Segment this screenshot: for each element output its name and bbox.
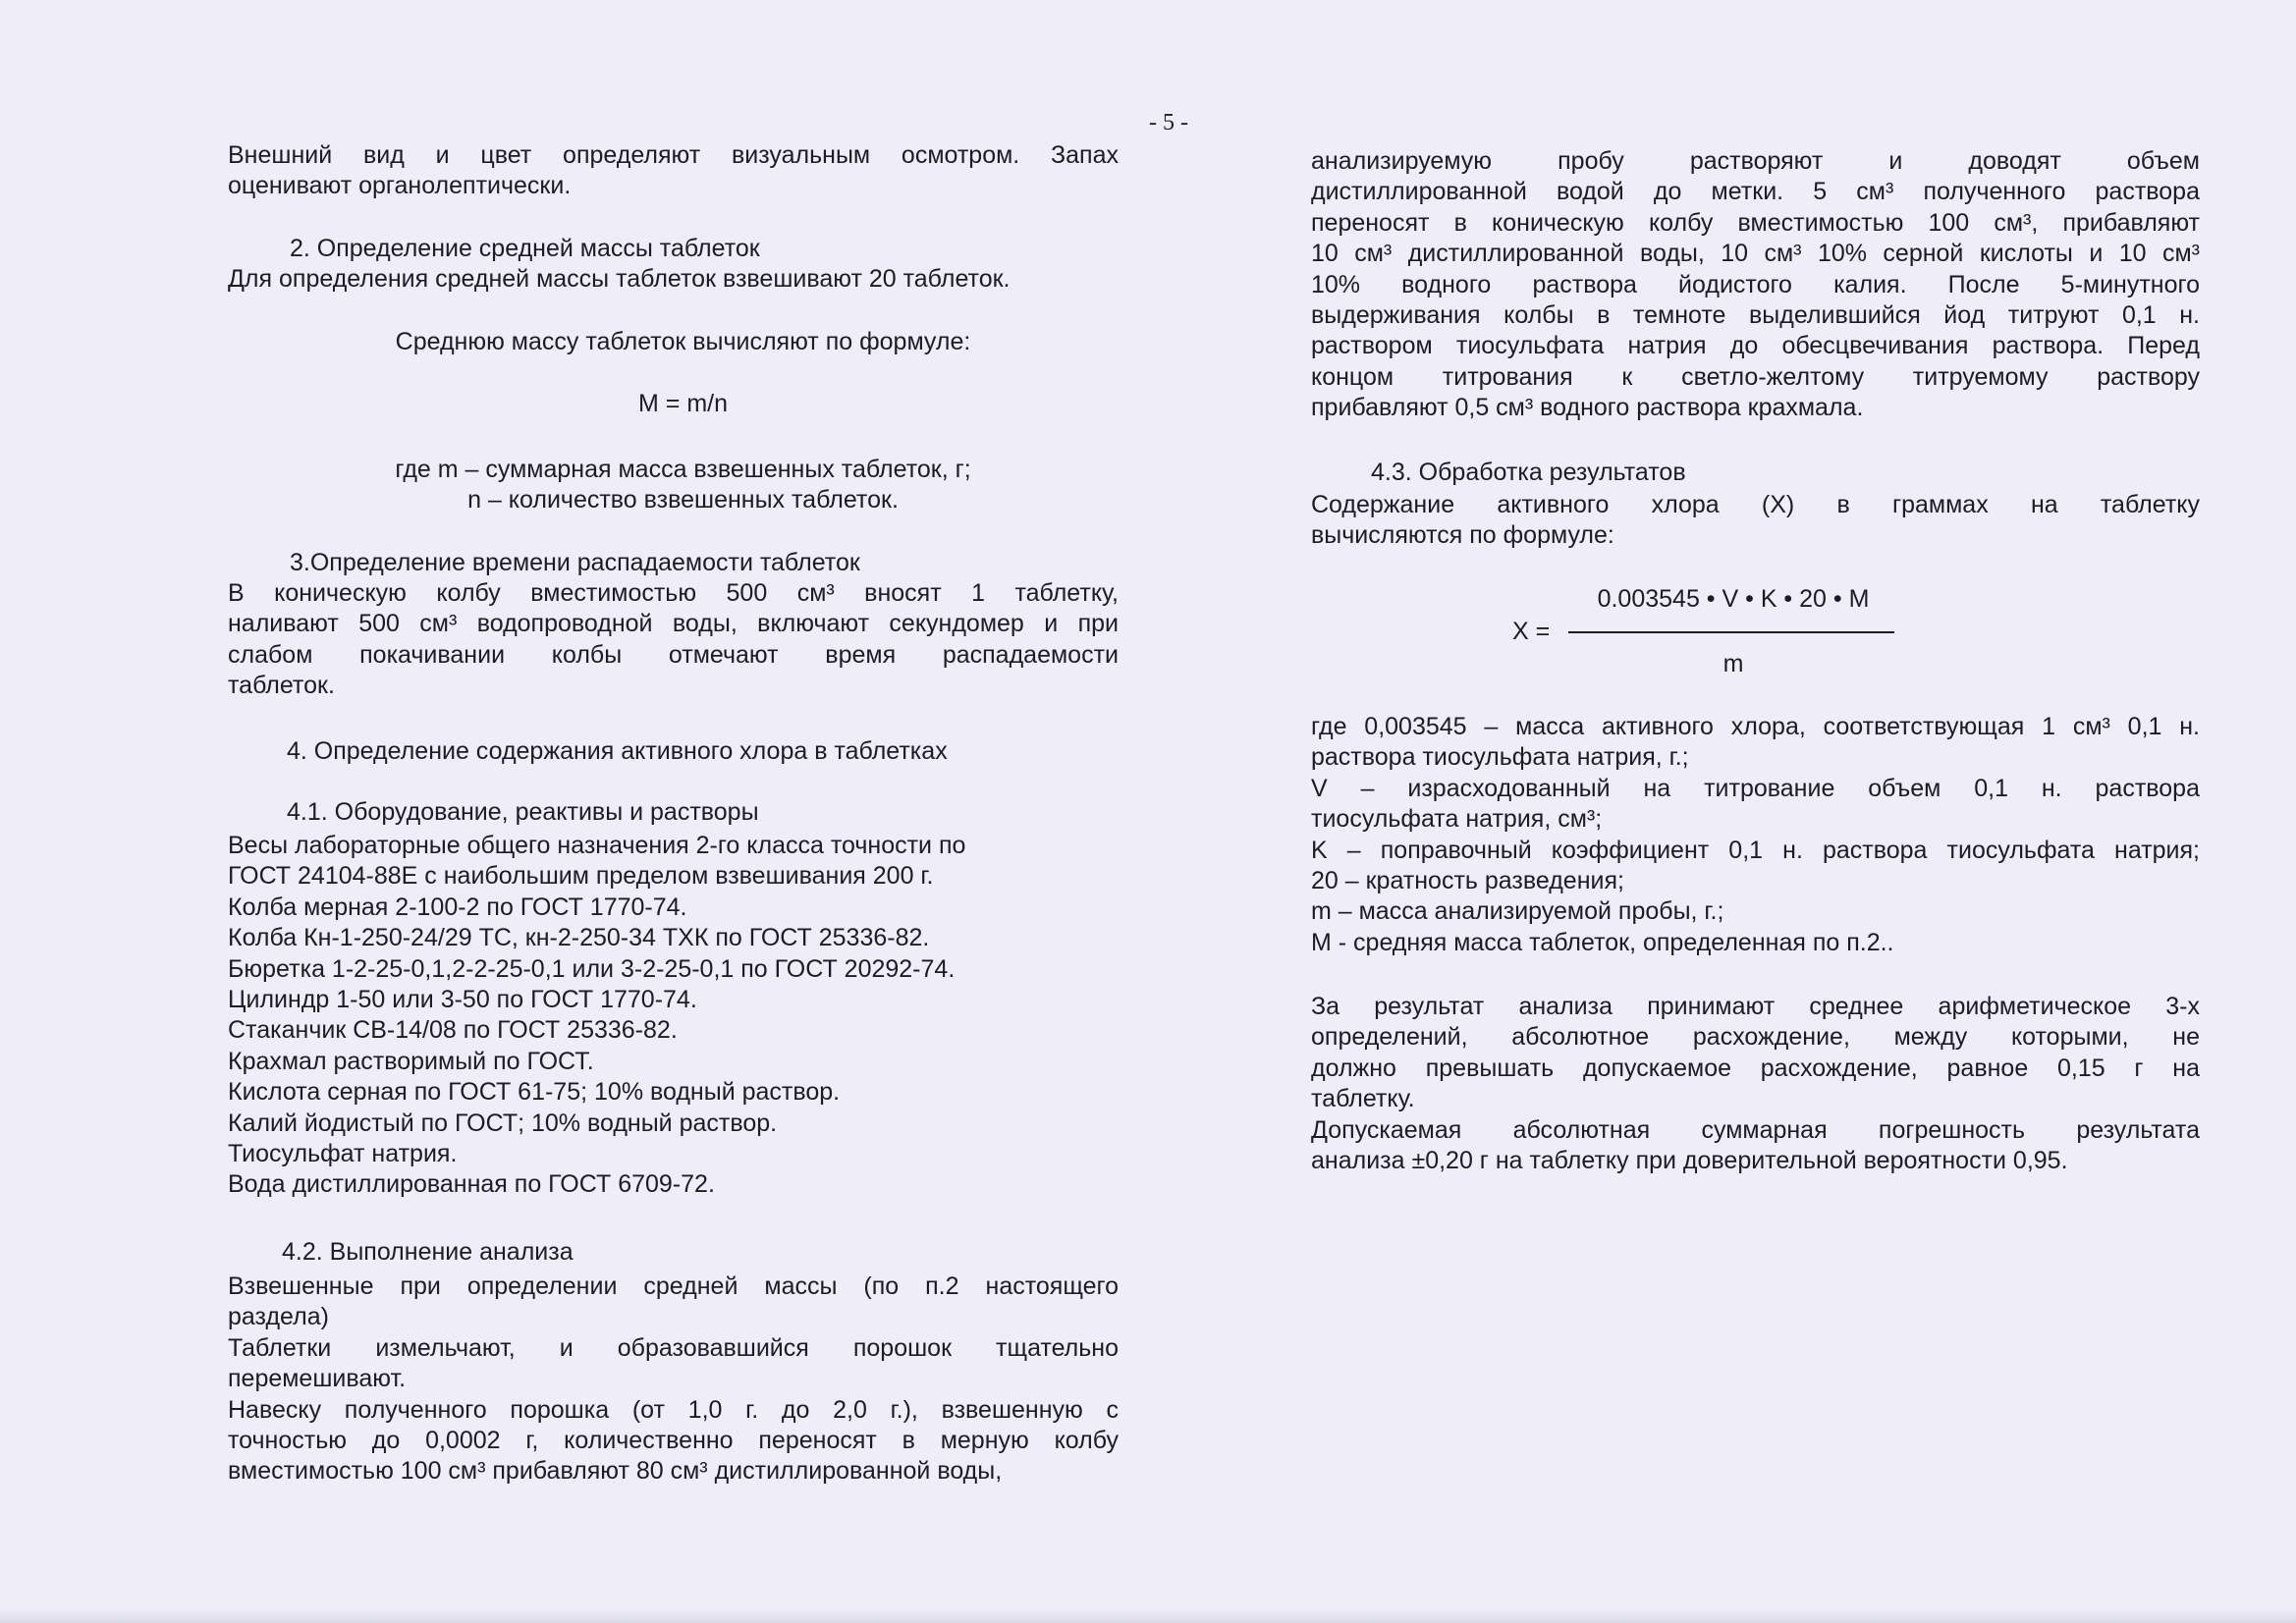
formula-legend-right-line: 20 – кратность разведения; xyxy=(1311,867,1624,894)
analysis-continued-line: прибавляют 0,5 см³ водного раствора крахмала. xyxy=(1311,394,1864,422)
section-4-3-text-line: вычисляются по формуле: xyxy=(1311,521,1614,550)
equipment-list-line: Цилиндр 1-50 или 3-50 по ГОСТ 1770-74. xyxy=(228,986,697,1013)
section-2-heading: 2. Определение средней массы таблеток xyxy=(290,235,760,262)
formula-numerator: 0.003545 • V • K • 20 • M xyxy=(1597,585,1870,613)
formula-legend-right-line: V – израсходованный на титрование объем 0,1 н. раствора xyxy=(1311,774,2200,802)
result-paragraph-line: анализа ±0,20 г на таблетку при доверительной вероятности 0,95. xyxy=(1311,1147,2068,1174)
section-4-2-text-line: Взвешенные при определении средней массы (по п.2 настоящего xyxy=(228,1272,1119,1300)
analysis-continued-line: концом титрования к светло-желтому титруемому раствору xyxy=(1311,362,2200,391)
formula-legend-right-line: K – поправочный коэффициент 0,1 н. раствора тиосульфата натрия; xyxy=(1311,836,2200,864)
section-4-3-text-line: Содержание активного хлора (X) в граммах на таблетку xyxy=(1311,491,2200,518)
formula-lhs: X = xyxy=(1512,618,1551,645)
equipment-list-line: Вода дистиллированная по ГОСТ 6709-72. xyxy=(228,1170,715,1199)
section-3-text-line: В коническую колбу вместимостью 500 см³ вносят 1 таблетку, xyxy=(228,579,1119,607)
section-4-2-text-line: перемешивают. xyxy=(228,1365,407,1393)
equipment-list-line: Бюретка 1-2-25-0,1,2-2-25-0,1 или 3-2-25-0,1 по ГОСТ 20292-74. xyxy=(228,954,956,983)
equipment-list-line: Тиосульфат натрия. xyxy=(228,1140,458,1167)
intro-paragraph-line: Внешний вид и цвет определяют визуальным осмотром. Запах xyxy=(228,141,1119,169)
equipment-list-line: Калий йодистый по ГОСТ; 10% водный раствор. xyxy=(228,1109,778,1137)
equipment-list-line: Колба Кн-1-250-24/29 ТС, кн-2-250-34 ТХК по ГОСТ 25336-82. xyxy=(228,924,930,952)
section-3-text-line: наливают 500 см³ водопроводной воды, включают секундомер и при xyxy=(228,610,1119,638)
section-4-3-heading: 4.3. Обработка результатов xyxy=(1371,459,1686,486)
analysis-continued-line: раствором тиосульфата натрия до обесцвечивания раствора. Перед xyxy=(1311,332,2200,360)
section-2-text: Для определения средней массы таблеток взвешивают 20 таблеток. xyxy=(228,265,1011,293)
scan-edge xyxy=(0,1609,2296,1623)
result-paragraph-line: Допускаемая абсолютная суммарная погрешность результата xyxy=(1311,1115,2200,1144)
result-paragraph-line: должно превышать допускаемое расхождение, равное 0,15 г на xyxy=(1311,1054,2200,1082)
section-4-1-heading: 4.1. Оборудование, реактивы и растворы xyxy=(287,798,759,826)
formula-legend-line: где m – суммарная масса взвешенных таблеток, г; xyxy=(395,456,971,483)
section-4-2-text-line: точностью до 0,0002 г, количественно переносят в мерную колбу xyxy=(228,1427,1119,1454)
section-4-2-text-line: Навеску полученного порошка (от 1,0 г. до 2,0 г.), взвешенную с xyxy=(228,1395,1119,1424)
formula-legend-line: n – количество взвешенных таблеток. xyxy=(467,486,899,514)
equipment-list-line: Кислота серная по ГОСТ 61-75; 10% водный раствор. xyxy=(228,1078,841,1107)
equipment-list-line: ГОСТ 24104-88Е с наибольшим пределом взвешивания 200 г. xyxy=(228,862,934,891)
section-4-2-heading: 4.2. Выполнение анализа xyxy=(282,1238,574,1266)
formula-denominator: m xyxy=(1722,650,1744,677)
analysis-continued-line: переносят в коническую колбу вместимостью 100 см³, прибавляют xyxy=(1311,208,2200,237)
intro-paragraph-line: оценивают органолептически. xyxy=(228,172,572,200)
analysis-continued-line: 10% водного раствора йодистого калия. После 5-минутного xyxy=(1311,270,2200,298)
section-3-heading: 3.Определение времени распадаемости таблеток xyxy=(290,549,860,576)
section-3-text-line: слабом покачивании колбы отмечают время распадаемости xyxy=(228,640,1119,669)
formula-legend-right-line: M - средняя масса таблеток, определенная по п.2.. xyxy=(1311,928,1894,956)
section-3-text-line: таблеток. xyxy=(228,672,335,700)
analysis-continued-line: выдерживания колбы в темноте выделившийся йод титруют 0,1 н. xyxy=(1311,301,2200,329)
section-4-2-text-line: вместимостью 100 см³ прибавляют 80 см³ дистиллированной воды, xyxy=(228,1457,1003,1486)
formula-legend-right-line: m – масса анализируемой пробы, г.; xyxy=(1311,897,1724,926)
fraction-bar xyxy=(1568,631,1894,633)
mass-formula: M = m/n xyxy=(638,390,728,417)
result-paragraph-line: определений, абсолютное расхождение, между которыми, не xyxy=(1311,1023,2200,1052)
analysis-continued-line: анализируемую пробу растворяют и доводят объем xyxy=(1311,147,2200,175)
formula-legend-right-line: тиосульфата натрия, см³; xyxy=(1311,805,1603,834)
analysis-continued-line: дистиллированной водой до метки. 5 см³ полученного раствора xyxy=(1311,178,2200,206)
formula-intro: Среднюю массу таблеток вычисляют по формуле: xyxy=(395,328,971,355)
formula-legend-right-line: раствора тиосульфата натрия, г.; xyxy=(1311,743,1689,772)
analysis-continued-line: 10 см³ дистиллированной воды, 10 см³ 10% серной кислоты и 10 см³ xyxy=(1311,240,2200,268)
equipment-list-line: Крахмал растворимый по ГОСТ. xyxy=(228,1047,594,1075)
formula-legend-right-line: где 0,003545 – масса активного хлора, соответствующая 1 см³ 0,1 н. xyxy=(1311,713,2200,740)
equipment-list-line: Стаканчик СВ-14/08 по ГОСТ 25336-82. xyxy=(228,1016,678,1045)
result-paragraph-line: таблетку. xyxy=(1311,1085,1415,1113)
section-4-heading: 4. Определение содержания активного хлора в таблетках xyxy=(287,737,948,765)
section-4-2-text-line: раздела) xyxy=(228,1303,329,1331)
page-number: - 5 - xyxy=(1149,110,1188,135)
equipment-list-line: Колба мерная 2-100-2 по ГОСТ 1770-74. xyxy=(228,893,687,921)
result-paragraph-line: За результат анализа принимают среднее арифметическое 3-х xyxy=(1311,993,2200,1020)
section-4-2-text-line: Таблетки измельчают, и образовавшийся порошок тщательно xyxy=(228,1333,1119,1362)
equipment-list-line: Весы лабораторные общего назначения 2-го класса точности по xyxy=(228,832,966,859)
